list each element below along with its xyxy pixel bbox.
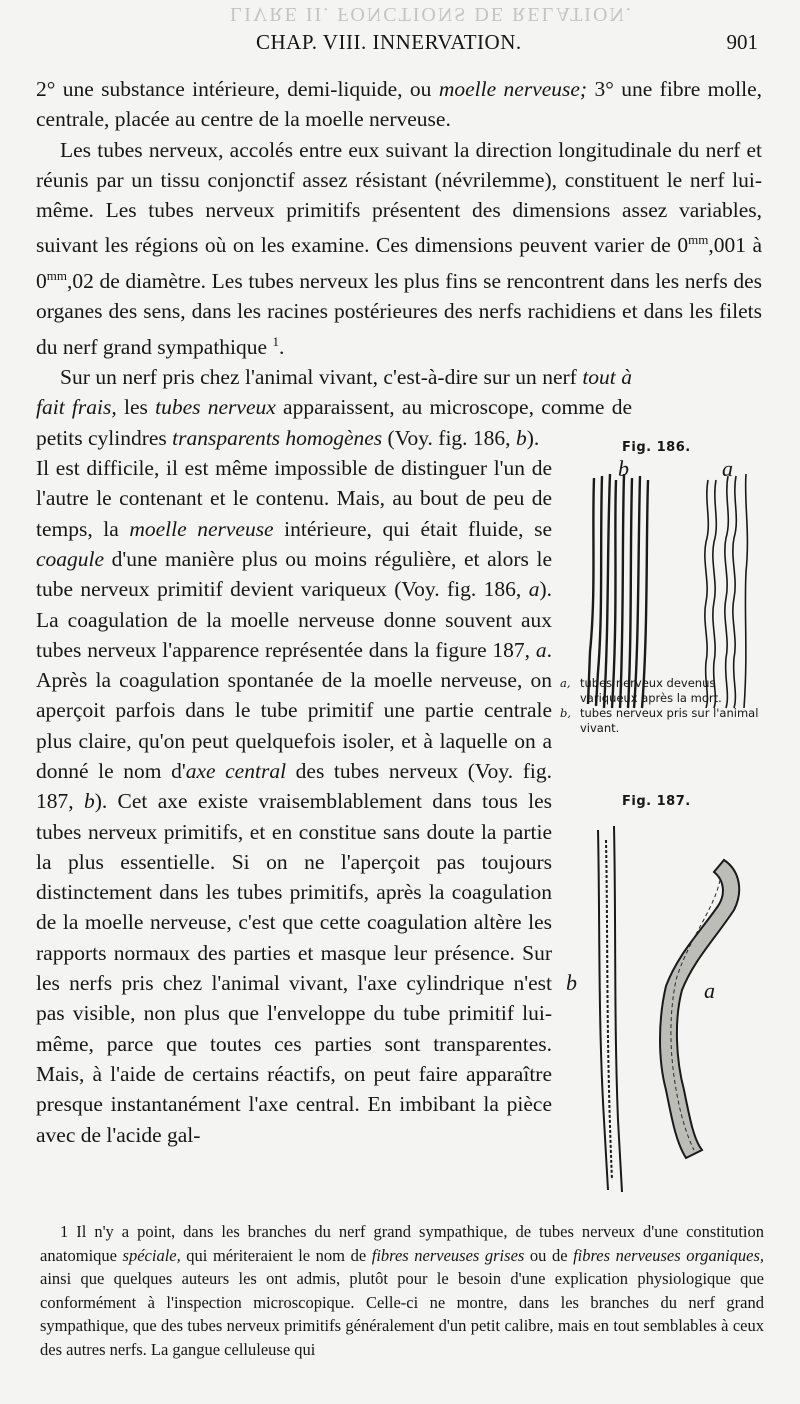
caption-label: b, — [560, 706, 572, 720]
footnote-number: 1 — [60, 1222, 69, 1241]
text-run: ,02 de diamètre. Les tubes nerveux les plus fins se rencontrent dans les nerfs des organes des sens, dans les racines postérieures des nerfs rachidiens et dans les filets du nerf grand sympathique — [36, 269, 762, 359]
italic-run: a — [528, 577, 540, 602]
italic-run: b — [83, 789, 95, 814]
figure-187-title: Fig. 187. — [622, 794, 691, 809]
italic-run: coagule — [36, 546, 105, 571]
italic-run: fibres nerveuses organiques, — [573, 1245, 764, 1265]
figure-187-label-b: b — [566, 970, 577, 995]
figure-187 — [564, 790, 764, 1210]
italic-run: moelle nerveuse — [129, 516, 274, 541]
chapter-title: CHAP. VIII. INNERVATION. — [256, 30, 522, 54]
text-run: ou de — [524, 1245, 574, 1265]
text-run: ). La coagulation de la moelle nerveuse donne souvent aux tubes nerveux l'apparence représentée dans la figure 187, — [36, 577, 552, 662]
italic-run: b — [515, 425, 527, 450]
bleed-through-header: LIVRE II. FONCTIONS DE RELATION. — [230, 3, 633, 25]
paragraph-1 — [36, 74, 762, 135]
text-run: Sur un nerf pris chez l'animal vivant, c'est-à-dire sur un nerf — [60, 365, 583, 390]
text-run: qui mériteraient le nom de — [180, 1245, 372, 1265]
text-run: 3° une fibre molle, centrale, placée au centre de la moelle nerveuse. — [36, 77, 762, 132]
page-number: 901 — [726, 30, 758, 54]
figure-187-illustration — [564, 820, 764, 1210]
figure-186-label-a: a — [722, 456, 733, 481]
caption-entry-b — [560, 706, 766, 736]
italic-run: tubes nerveux — [155, 395, 276, 420]
text-run: Il est difficile, il est même impossible de distinguer l'un de l'autre le contenant et le contenu. Mais, au bout de peu de temps, la — [36, 456, 552, 541]
figure-187-label-a: a — [704, 978, 715, 1003]
text-run: ainsi que quelques auteurs les ont admis, plutôt pour le besoin d'une explication physiologique que conformément à l'inspection microscopique. Celle-ci ne montre, dans les branches du nerf grand sympathique, que des tubes nerveux primitifs généralement d'un petit calibre, mais en tout semblables à ceux des autres nerfs. La gangue celluleuse qui — [40, 1269, 764, 1359]
figure-186-caption — [560, 676, 766, 736]
unit-superscript: mm — [46, 267, 67, 283]
footnote-text — [40, 1220, 764, 1362]
paragraph-3 — [36, 362, 632, 453]
caption-text: tubes nerveux devenus variqueux après la mort. — [580, 676, 722, 705]
text-run: les — [116, 395, 156, 420]
italic-run: fibres nerveuses grises — [371, 1245, 525, 1265]
text-run: d'une manière plus ou moins régulière, et alors le tube nerveux primitif devient variqueux (Voy. fig. 186, — [36, 546, 552, 602]
running-header — [36, 30, 764, 60]
text-run: des tubes nerveux (Voy. fig. 187, — [36, 759, 552, 814]
text-run: . — [278, 334, 285, 359]
paragraph-2 — [36, 135, 762, 363]
text-run: . Après la coagulation spontanée de la moelle nerveuse, on aperçoit parfois dans le tube primitif une partie centrale plus claire, qu'on peut quelquefois isoler, et à laquelle on a donné le nom d' — [36, 637, 552, 783]
text-run: ). — [526, 425, 540, 450]
unit-superscript: mm — [688, 232, 709, 248]
text-run: apparaissent, au microscope, comme de petits cylindres — [36, 395, 633, 450]
paragraph-4 — [36, 453, 552, 1150]
footnote-ref[interactable]: 1 — [272, 333, 279, 349]
text-run: ). Cet axe existe vraisemblablement dans tous les tubes nerveux primitifs, et en constitue sans doute la partie la plus essentielle. Si on ne l'aperçoit pas toujours distinctement dans les tubes primitifs, après la coagulation de la moelle nerveuse, c'est que cette coagulation altère les rapports normaux des parties et masque leur présence. Sur les nerfs pris chez l'animal vivant, l'axe cylindrique n'est pas visible, non plus que l'enveloppe du tube primitif lui-même, parce que toutes ces parties sont transparentes. Mais, à l'aide de certains réactifs, on peut faire apparaître presque instantanément l'axe central. En imbibant la pièce avec de l'acide gal- — [36, 789, 553, 1147]
text-run: (Voy. fig. 186, — [382, 425, 516, 450]
text-run: Il n'y a point, dans les branches du nerf grand sympathique, de tubes nerveux d'une constitution anatomique — [40, 1222, 764, 1265]
italic-run: moelle nerveuse; — [438, 77, 588, 101]
text-run: 2° une substance intérieure, demi-liquide, ou — [36, 77, 439, 101]
italic-run: spéciale, — [122, 1245, 181, 1265]
caption-label: a, — [560, 676, 571, 690]
figure-186-title: Fig. 186. — [622, 440, 691, 455]
figure-186-label-b: b — [618, 456, 629, 481]
text-run: intérieure, qui était fluide, se — [273, 516, 552, 541]
italic-run: transparents homogènes — [172, 425, 383, 450]
text-run: ,001 à 0 — [36, 233, 763, 294]
caption-text: tubes nerveux pris sur l'animal vivant. — [580, 706, 759, 735]
caption-entry-a — [560, 676, 766, 706]
text-run: Les tubes nerveux, accolés entre eux suivant la direction longitudinale du nerf et réunis par un tissu conjonctif assez résistant (névrilemme), constituent le nerf lui-même. Les tubes nerveux primitifs présentent des dimensions assez variables, suivant les régions où on les examine. Ces dimensions peuvent varier de 0 — [36, 137, 762, 258]
italic-run: a — [535, 637, 547, 662]
footnote — [40, 1220, 764, 1362]
italic-run: axe central — [185, 759, 287, 783]
italic-run: tout à fait frais, — [36, 365, 632, 420]
